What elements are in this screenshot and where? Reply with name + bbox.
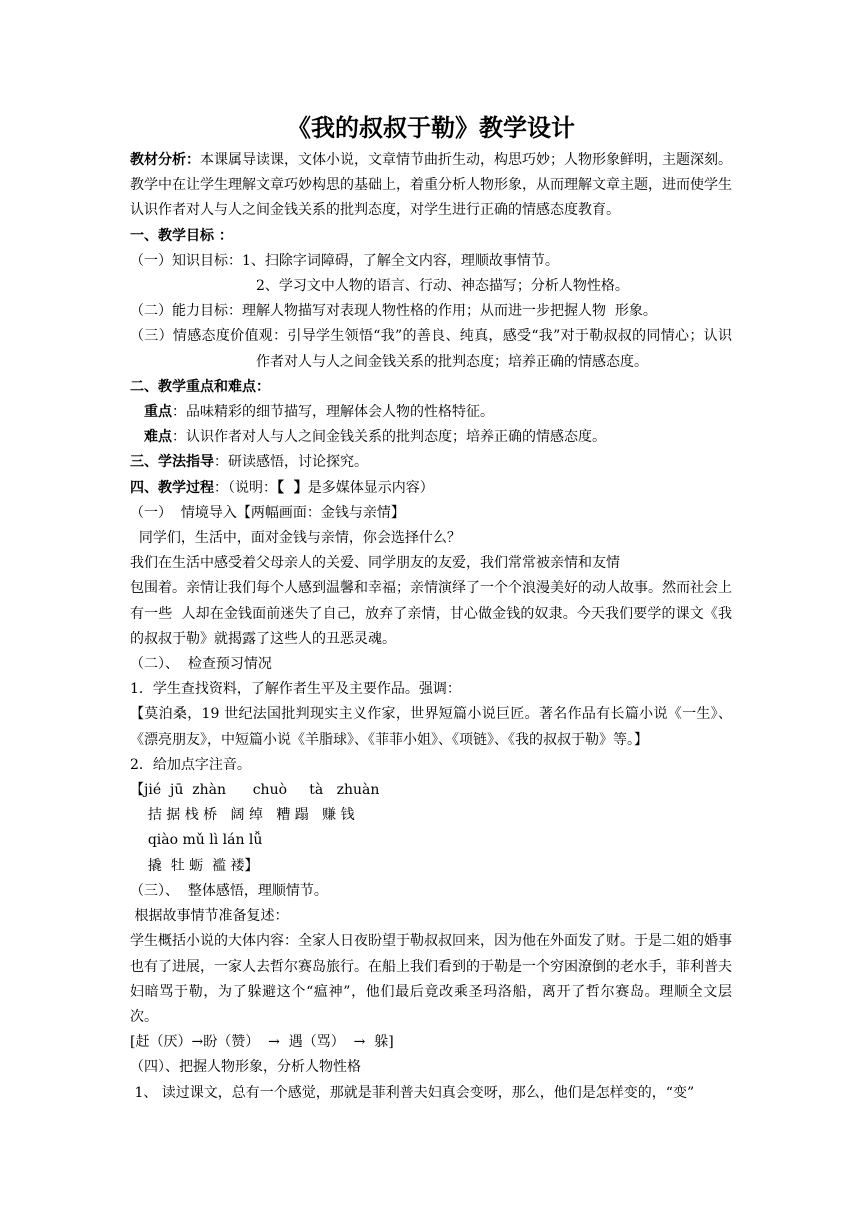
- difficulty-text: ：认识作者对人与人之间金钱关系的批判态度；培养正确的情感态度。: [172, 429, 606, 446]
- pinyin-line-1: 【jié jū zhàn chuò tà zhuàn: [130, 782, 380, 799]
- preview-item-1: 1．学生查找资料，了解作者生平及主要作品。强调：: [130, 681, 461, 698]
- document-title: 《我的叔叔于勒》教学设计: [287, 114, 575, 142]
- ability-goal: （二）能力目标：理解人物描写对表现人物性格的作用；从而进一步把握人物 形象。: [130, 303, 657, 320]
- knowledge-goal-1: （一）知识目标：1、扫除字词障碍，了解全文内容，理顺故事情节。: [130, 252, 559, 269]
- whole-heading: （三）、 整体感悟，理顺情节。: [130, 882, 328, 899]
- method-text: ：研读感悟，讨论探究。: [214, 454, 368, 471]
- keypoints-heading: 二、教学重点和难点：: [130, 378, 270, 395]
- process-note-bracket: 【 】: [277, 479, 308, 496]
- process-note-suffix: 是多媒体显示内容）: [307, 479, 434, 496]
- process-note-prefix: ：（说明：: [214, 479, 277, 496]
- knowledge-goal-2: 2、学习文中人物的语言、行动、神态描写；分析人物性格。: [256, 278, 629, 295]
- intro-question: 同学们，生活中，面对金钱与亲情，你会选择什么？: [130, 530, 461, 547]
- intro-line-1: 我们在生活中感受着父母亲人的关爱、同学朋友的友爱，我们常常被亲情和友情: [130, 555, 620, 572]
- character-item-1: 1、 读过课文，总有一个感觉，那就是菲利普夫妇真会变呀，那么，他们是怎样变的，“变”: [130, 1084, 695, 1101]
- whole-text: 学生概括小说的大体内容：全家人日夜盼望于勒叔叔回来，因为他在外面发了财。于是二姐的婚事也有了进展，一家人去哲尔赛岛旅行。在船上我们看到的于勒是一个穷困潦倒的老水手，菲利普夫妇暗骂于勒，为了躲避这个“瘟神”，他们最后竟改乘圣玛洛船，离开了哲尔赛岛。理顺全文层次。: [130, 933, 732, 1025]
- method-line: [130, 450, 732, 475]
- goals-heading: 一、教学目标 ：: [130, 227, 233, 244]
- emotion-goal: （三）情感态度价值观：引导学生领悟“我”的善良、纯真，感受“我”对于勒叔叔的同情心；认识作者对人与人之间金钱关系的批判态度；培养正确的情感态度。: [130, 328, 732, 370]
- difficulty-label: 难点: [144, 429, 172, 446]
- pinyin-line-2: qiào mǔ lì lán lǚ: [130, 832, 263, 849]
- intro-line-2: 包围着。亲情让我们每个人感到温馨和幸福；亲情演绎了一个个浪漫美好的动人故事。然而社会上有一些 人却在金钱面前迷失了自己，放弃了亲情，甘心做金钱的奴隶。今天我们要学的课文《我的叔叔于勒》就揭露了这些人的丑恶灵魂。: [130, 580, 732, 647]
- focus-text: ：品味精彩的细节描写，理解体会人物的性格特征。: [172, 404, 494, 421]
- preview-heading: （二）、 检查预习情况: [130, 656, 272, 673]
- flow-line: [赶（厌）→盼（赞） → 遇（骂） → 躲]: [130, 1034, 394, 1051]
- chars-line-2: 撬 牡 蛎 褴 褛】: [130, 857, 259, 874]
- character-heading: （四）、把握人物形象，分析人物性格: [130, 1059, 361, 1076]
- analysis-paragraph: [130, 148, 732, 224]
- difficulty-line: [130, 425, 732, 450]
- focus-line: [130, 400, 732, 425]
- intro-heading: （一） 情境导入【两幅画面：金钱与亲情】: [130, 504, 405, 521]
- whole-sub: 根据故事情节准备复述：: [130, 908, 289, 925]
- focus-label: 重点: [144, 404, 172, 421]
- analysis-text: 本课属导读课，文体小说，文章情节曲折生动，构思巧妙；人物形象鲜明，主题深刻。教学中在让学生理解文章巧妙构思的基础上，着重分析人物形象，从而理解文章主题，进而使学生认识作者对人与人之间金钱关系的批判态度，对学生进行正确的情感态度教育。: [130, 152, 732, 219]
- process-line: [130, 476, 732, 501]
- analysis-label: 教材分析：: [130, 152, 200, 168]
- process-heading: 四、教学过程: [130, 479, 214, 496]
- method-heading: 三、学法指导: [130, 454, 214, 471]
- preview-item-2: 2．给加点字注音。: [130, 756, 251, 773]
- chars-line-1: 拮 据 栈 桥 阔 绰 糟 蹋 赚 钱: [130, 807, 355, 824]
- author-info: 【莫泊桑，19 世纪法国批判现实主义作家，世界短篇小说巨匠。著名作品有长篇小说《一生》、《漂亮朋友》，中短篇小说《羊脂球》、《菲菲小姐》、《项链》、《我的叔叔于勒》等。】: [130, 706, 732, 748]
- document-page: [130, 110, 732, 1106]
